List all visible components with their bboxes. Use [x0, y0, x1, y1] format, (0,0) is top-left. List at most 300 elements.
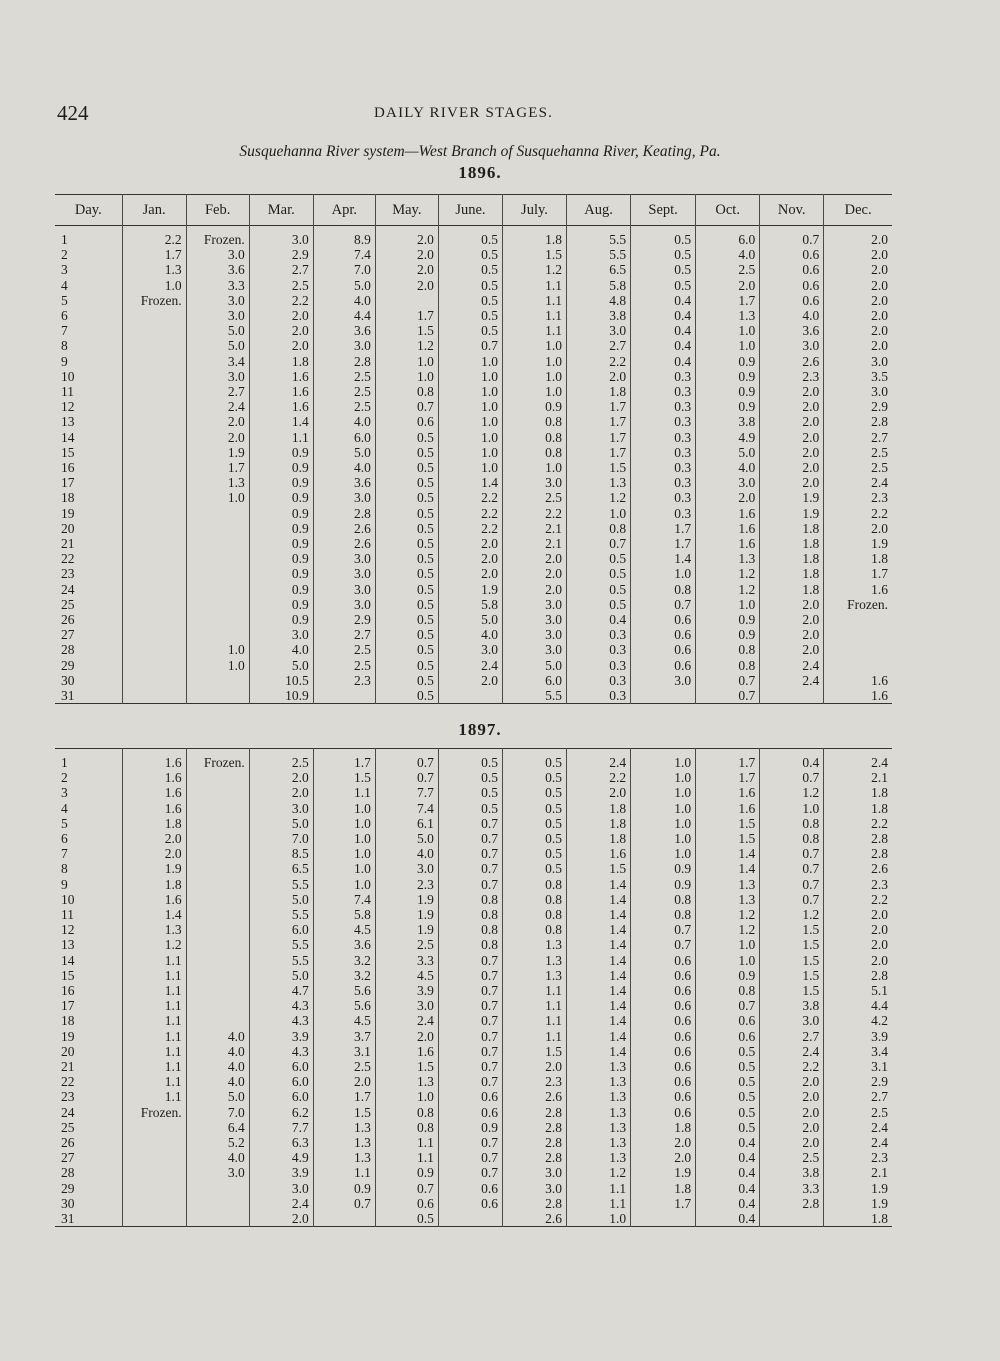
cell-june: 1.0 — [438, 384, 502, 399]
cell-apr: 0.7 — [313, 1196, 375, 1211]
cell-may: 0.5 — [375, 475, 438, 490]
cell-july: 1.3 — [502, 953, 566, 968]
table-row — [55, 801, 892, 816]
cell-june: 0.5 — [438, 226, 502, 248]
cell-july: 1.1 — [502, 998, 566, 1013]
cell-mar: 5.5 — [249, 907, 313, 922]
cell-oct: 1.2 — [696, 566, 760, 581]
cell-july: 1.3 — [502, 968, 566, 983]
cell-aug: 3.8 — [567, 308, 631, 323]
table-row — [55, 323, 892, 338]
cell-jan — [122, 582, 186, 597]
cell-feb: 3.6 — [186, 262, 249, 277]
cell-oct: 1.6 — [696, 801, 760, 816]
cell-nov: 2.4 — [760, 658, 824, 673]
cell-july: 2.6 — [502, 1211, 566, 1227]
cell-nov: 2.3 — [760, 369, 824, 384]
cell-aug: 2.0 — [567, 369, 631, 384]
cell-apr: 1.7 — [313, 749, 375, 771]
cell-nov: 2.0 — [760, 1135, 824, 1150]
cell-feb — [186, 582, 249, 597]
cell-mar: 2.9 — [249, 247, 313, 262]
cell-day: 8 — [61, 338, 68, 354]
cell-feb — [186, 861, 249, 876]
table-row — [55, 1044, 892, 1059]
table-row — [55, 566, 892, 581]
cell-july: 6.0 — [502, 673, 566, 688]
cell-sept: 1.0 — [631, 816, 696, 831]
cell-apr: 5.6 — [313, 983, 375, 998]
cell-aug: 1.3 — [567, 1120, 631, 1135]
cell-apr: 2.5 — [313, 658, 375, 673]
cell-aug: 2.4 — [567, 749, 631, 771]
cell-aug: 1.1 — [567, 1196, 631, 1211]
cell-aug: 1.4 — [567, 892, 631, 907]
column-header-apr: Apr. — [313, 195, 375, 226]
cell-day: 29 — [61, 1180, 75, 1196]
cell-feb: 2.0 — [186, 430, 249, 445]
cell-day: 20 — [61, 1043, 75, 1059]
table-row — [55, 770, 892, 785]
table-row — [55, 247, 892, 262]
cell-nov: 2.0 — [760, 460, 824, 475]
cell-jan: 1.8 — [122, 877, 186, 892]
cell-nov: 3.3 — [760, 1181, 824, 1196]
cell-day: 8 — [61, 861, 68, 877]
cell-nov: 0.7 — [760, 892, 824, 907]
cell-oct: 6.0 — [696, 226, 760, 248]
cell-nov: 1.2 — [760, 785, 824, 800]
table-row — [55, 1059, 892, 1074]
cell-sept: 0.6 — [631, 1029, 696, 1044]
cell-day: 16 — [61, 460, 75, 476]
cell-oct: 4.0 — [696, 247, 760, 262]
cell-dec: 2.2 — [824, 506, 892, 521]
table-row — [55, 998, 892, 1013]
cell-may: 3.0 — [375, 861, 438, 876]
cell-mar: 0.9 — [249, 536, 313, 551]
cell-nov: 3.8 — [760, 998, 824, 1013]
cell-july: 1.8 — [502, 226, 566, 248]
cell-nov: 4.0 — [760, 308, 824, 323]
cell-nov: 2.0 — [760, 1074, 824, 1089]
cell-jan: 1.7 — [122, 247, 186, 262]
cell-day: 17 — [61, 998, 75, 1014]
cell-mar: 5.0 — [249, 892, 313, 907]
cell-oct: 1.0 — [696, 338, 760, 353]
cell-july: 3.0 — [502, 1181, 566, 1196]
cell-feb — [186, 673, 249, 688]
cell-may: 2.0 — [375, 247, 438, 262]
table-row — [55, 1181, 892, 1196]
cell-day: 30 — [61, 672, 75, 688]
cell-aug: 5.8 — [567, 278, 631, 293]
table-row — [55, 293, 892, 308]
cell-oct: 4.0 — [696, 460, 760, 475]
cell-dec: 2.4 — [824, 1120, 892, 1135]
cell-dec: 2.9 — [824, 1074, 892, 1089]
cell-sept: 2.0 — [631, 1150, 696, 1165]
cell-oct: 1.0 — [696, 597, 760, 612]
table-row — [55, 430, 892, 445]
cell-oct: 1.5 — [696, 831, 760, 846]
cell-apr: 5.0 — [313, 445, 375, 460]
cell-sept: 1.0 — [631, 770, 696, 785]
cell-july: 2.8 — [502, 1135, 566, 1150]
cell-nov: 1.5 — [760, 953, 824, 968]
cell-july: 0.8 — [502, 430, 566, 445]
cell-july: 2.1 — [502, 521, 566, 536]
cell-june: 0.7 — [438, 816, 502, 831]
cell-nov: 2.0 — [760, 430, 824, 445]
cell-dec: 2.0 — [824, 937, 892, 952]
cell-mar: 7.7 — [249, 1120, 313, 1135]
cell-jan: 2.0 — [122, 846, 186, 861]
cell-may: 0.7 — [375, 770, 438, 785]
cell-aug: 1.8 — [567, 384, 631, 399]
cell-mar: 6.3 — [249, 1135, 313, 1150]
cell-oct: 1.0 — [696, 937, 760, 952]
cell-sept: 1.0 — [631, 749, 696, 771]
cell-sept: 2.0 — [631, 1135, 696, 1150]
cell-feb — [186, 953, 249, 968]
cell-sept: 0.6 — [631, 953, 696, 968]
cell-apr: 1.1 — [313, 1165, 375, 1180]
cell-jan — [122, 338, 186, 353]
cell-sept: 0.6 — [631, 1044, 696, 1059]
cell-oct: 1.3 — [696, 877, 760, 892]
cell-may: 0.5 — [375, 536, 438, 551]
cell-july: 1.1 — [502, 983, 566, 998]
cell-feb — [186, 907, 249, 922]
cell-day: 19 — [61, 1028, 75, 1044]
table-row — [55, 749, 892, 771]
cell-feb: 3.0 — [186, 293, 249, 308]
cell-jan: 1.1 — [122, 1089, 186, 1104]
cell-july: 1.0 — [502, 338, 566, 353]
cell-dec — [824, 658, 892, 673]
cell-feb — [186, 846, 249, 861]
cell-day: 25 — [61, 596, 75, 612]
cell-day: 11 — [61, 384, 74, 400]
table-row — [55, 1074, 892, 1089]
cell-june: 0.5 — [438, 278, 502, 293]
cell-may: 1.3 — [375, 1074, 438, 1089]
cell-aug: 1.7 — [567, 430, 631, 445]
cell-apr: 2.8 — [313, 354, 375, 369]
table-row — [55, 861, 892, 876]
cell-oct: 0.6 — [696, 1029, 760, 1044]
table-row — [55, 1120, 892, 1135]
table-row — [55, 785, 892, 800]
cell-dec — [824, 612, 892, 627]
cell-june: 0.7 — [438, 1013, 502, 1028]
cell-july: 0.5 — [502, 861, 566, 876]
cell-june: 0.7 — [438, 1135, 502, 1150]
cell-mar: 0.9 — [249, 521, 313, 536]
cell-apr: 1.0 — [313, 877, 375, 892]
cell-day: 7 — [61, 846, 68, 862]
cell-june — [438, 1211, 502, 1227]
cell-sept: 0.6 — [631, 1013, 696, 1028]
cell-dec: 3.5 — [824, 369, 892, 384]
cell-jan: 1.1 — [122, 1029, 186, 1044]
cell-apr: 3.2 — [313, 953, 375, 968]
cell-day: 19 — [61, 505, 75, 521]
cell-feb — [186, 998, 249, 1013]
cell-oct: 2.5 — [696, 262, 760, 277]
cell-oct: 0.7 — [696, 688, 760, 704]
cell-feb — [186, 877, 249, 892]
cell-aug: 1.0 — [567, 506, 631, 521]
cell-apr: 3.0 — [313, 490, 375, 505]
cell-jan: Frozen. — [122, 1105, 186, 1120]
cell-apr: 2.3 — [313, 673, 375, 688]
cell-may: 0.8 — [375, 1105, 438, 1120]
cell-aug: 1.7 — [567, 399, 631, 414]
cell-july: 1.1 — [502, 278, 566, 293]
cell-june: 0.7 — [438, 968, 502, 983]
table-row — [55, 953, 892, 968]
cell-jan: 1.6 — [122, 892, 186, 907]
cell-sept: 0.4 — [631, 338, 696, 353]
table-row — [55, 892, 892, 907]
cell-dec: 2.5 — [824, 460, 892, 475]
table-row — [55, 658, 892, 673]
table-row — [55, 673, 892, 688]
cell-jan — [122, 612, 186, 627]
cell-may: 5.0 — [375, 831, 438, 846]
cell-june: 0.8 — [438, 937, 502, 952]
cell-jan — [122, 1150, 186, 1165]
cell-apr: 2.5 — [313, 1059, 375, 1074]
cell-may: 0.5 — [375, 430, 438, 445]
cell-dec: 2.0 — [824, 247, 892, 262]
cell-aug: 1.1 — [567, 1181, 631, 1196]
cell-dec: 3.0 — [824, 384, 892, 399]
cell-aug: 1.3 — [567, 475, 631, 490]
cell-dec: 2.3 — [824, 1150, 892, 1165]
cell-aug: 1.3 — [567, 1089, 631, 1104]
cell-june: 0.7 — [438, 983, 502, 998]
cell-aug: 1.8 — [567, 801, 631, 816]
cell-july: 0.8 — [502, 907, 566, 922]
cell-apr: 7.4 — [313, 892, 375, 907]
cell-dec — [824, 642, 892, 657]
cell-nov: 3.0 — [760, 338, 824, 353]
cell-mar: 2.0 — [249, 323, 313, 338]
cell-jan — [122, 430, 186, 445]
cell-apr: 3.1 — [313, 1044, 375, 1059]
cell-june: 2.0 — [438, 673, 502, 688]
cell-may: 0.5 — [375, 582, 438, 597]
cell-july: 0.5 — [502, 749, 566, 771]
cell-sept: 0.4 — [631, 308, 696, 323]
cell-apr: 3.0 — [313, 566, 375, 581]
cell-sept: 0.3 — [631, 475, 696, 490]
cell-june: 0.5 — [438, 293, 502, 308]
cell-apr: 2.7 — [313, 627, 375, 642]
table-row — [55, 536, 892, 551]
cell-apr: 3.0 — [313, 582, 375, 597]
cell-dec: 3.4 — [824, 1044, 892, 1059]
cell-may: 1.0 — [375, 1089, 438, 1104]
cell-aug: 6.5 — [567, 262, 631, 277]
cell-nov: 1.9 — [760, 506, 824, 521]
cell-sept: 0.3 — [631, 445, 696, 460]
cell-feb: 5.0 — [186, 1089, 249, 1104]
cell-oct: 0.5 — [696, 1089, 760, 1104]
cell-june: 0.7 — [438, 1150, 502, 1165]
cell-oct: 0.8 — [696, 658, 760, 673]
cell-day: 25 — [61, 1119, 75, 1135]
cell-feb — [186, 551, 249, 566]
cell-mar: 1.6 — [249, 399, 313, 414]
cell-june: 0.6 — [438, 1105, 502, 1120]
cell-may: 2.4 — [375, 1013, 438, 1028]
cell-nov: 0.6 — [760, 247, 824, 262]
cell-jan: 1.6 — [122, 749, 186, 771]
cell-feb: 1.0 — [186, 642, 249, 657]
table-row — [55, 816, 892, 831]
cell-sept: 1.0 — [631, 801, 696, 816]
cell-aug: 1.4 — [567, 983, 631, 998]
cell-jan — [122, 521, 186, 536]
table-row — [55, 1211, 892, 1227]
table-row — [55, 445, 892, 460]
cell-dec: 2.0 — [824, 293, 892, 308]
cell-dec: 2.0 — [824, 953, 892, 968]
cell-day: 9 — [61, 876, 68, 892]
cell-oct: 0.4 — [696, 1135, 760, 1150]
cell-feb — [186, 1211, 249, 1227]
cell-dec: 2.1 — [824, 1165, 892, 1180]
cell-dec: 2.7 — [824, 1089, 892, 1104]
cell-june: 0.7 — [438, 846, 502, 861]
cell-mar: 6.0 — [249, 1059, 313, 1074]
cell-mar: 10.5 — [249, 673, 313, 688]
cell-day: 15 — [61, 967, 75, 983]
cell-sept: 0.6 — [631, 658, 696, 673]
cell-mar: 3.0 — [249, 1181, 313, 1196]
cell-feb: 3.0 — [186, 369, 249, 384]
cell-apr: 4.5 — [313, 1013, 375, 1028]
cell-may: 7.4 — [375, 801, 438, 816]
cell-apr — [313, 1211, 375, 1227]
cell-nov: 1.5 — [760, 922, 824, 937]
table-caption: Susquehanna River system—West Branch of Susquehanna River, Keating, Pa. — [239, 143, 721, 160]
cell-apr: 2.0 — [313, 1074, 375, 1089]
cell-jan — [122, 642, 186, 657]
cell-aug: 0.8 — [567, 521, 631, 536]
cell-nov: 2.0 — [760, 627, 824, 642]
cell-nov: 2.0 — [760, 597, 824, 612]
cell-jan — [122, 1211, 186, 1227]
cell-may: 0.5 — [375, 490, 438, 505]
table-row — [55, 688, 892, 704]
cell-mar: 4.3 — [249, 998, 313, 1013]
cell-june: 5.8 — [438, 597, 502, 612]
table-row — [55, 1165, 892, 1180]
cell-dec: 2.8 — [824, 968, 892, 983]
cell-mar: 0.9 — [249, 582, 313, 597]
cell-day: 7 — [61, 323, 68, 339]
table-row — [55, 226, 892, 248]
table-row — [55, 597, 892, 612]
cell-day: 1 — [61, 232, 68, 247]
cell-oct: 1.6 — [696, 785, 760, 800]
cell-mar: 0.9 — [249, 506, 313, 521]
cell-aug: 0.3 — [567, 673, 631, 688]
cell-oct: 1.2 — [696, 582, 760, 597]
cell-may: 0.5 — [375, 551, 438, 566]
cell-july: 1.0 — [502, 384, 566, 399]
cell-oct: 0.5 — [696, 1044, 760, 1059]
cell-nov: 0.7 — [760, 877, 824, 892]
cell-june: 1.0 — [438, 460, 502, 475]
table-row — [55, 338, 892, 353]
table-row — [55, 262, 892, 277]
cell-mar: 2.5 — [249, 749, 313, 771]
table-row — [55, 642, 892, 657]
cell-june: 0.7 — [438, 1059, 502, 1074]
table-row — [55, 399, 892, 414]
cell-day: 3 — [61, 785, 68, 801]
cell-oct: 1.6 — [696, 506, 760, 521]
cell-june: 0.5 — [438, 785, 502, 800]
cell-dec: 1.6 — [824, 688, 892, 704]
cell-jan: 1.6 — [122, 770, 186, 785]
cell-feb: 4.0 — [186, 1029, 249, 1044]
cell-nov: 3.8 — [760, 1165, 824, 1180]
cell-jan — [122, 673, 186, 688]
cell-sept — [631, 688, 696, 704]
cell-day: 30 — [61, 1195, 75, 1211]
cell-aug: 1.4 — [567, 877, 631, 892]
cell-may: 0.7 — [375, 749, 438, 771]
cell-apr: 3.7 — [313, 1029, 375, 1044]
cell-jan: 1.1 — [122, 1074, 186, 1089]
cell-nov: 2.4 — [760, 673, 824, 688]
cell-apr: 2.6 — [313, 536, 375, 551]
cell-nov: 1.5 — [760, 968, 824, 983]
cell-sept: 0.6 — [631, 612, 696, 627]
cell-may: 0.5 — [375, 627, 438, 642]
cell-aug: 1.3 — [567, 1150, 631, 1165]
cell-feb — [186, 770, 249, 785]
cell-sept: 1.7 — [631, 521, 696, 536]
cell-apr: 1.0 — [313, 861, 375, 876]
cell-aug: 0.3 — [567, 627, 631, 642]
cell-mar: 2.5 — [249, 278, 313, 293]
cell-may: 0.8 — [375, 384, 438, 399]
table-row — [55, 308, 892, 323]
cell-aug: 1.3 — [567, 1105, 631, 1120]
cell-feb: 2.7 — [186, 384, 249, 399]
cell-june: 4.0 — [438, 627, 502, 642]
cell-july: 2.6 — [502, 1089, 566, 1104]
column-header-sept: Sept. — [631, 195, 696, 226]
cell-mar: 2.7 — [249, 262, 313, 277]
cell-feb — [186, 521, 249, 536]
cell-july: 1.3 — [502, 937, 566, 952]
column-header-aug: Aug. — [567, 195, 631, 226]
cell-oct: 0.5 — [696, 1074, 760, 1089]
cell-apr: 6.0 — [313, 430, 375, 445]
cell-sept: 1.8 — [631, 1181, 696, 1196]
cell-aug: 1.8 — [567, 831, 631, 846]
stage-table-1896 — [55, 194, 892, 704]
